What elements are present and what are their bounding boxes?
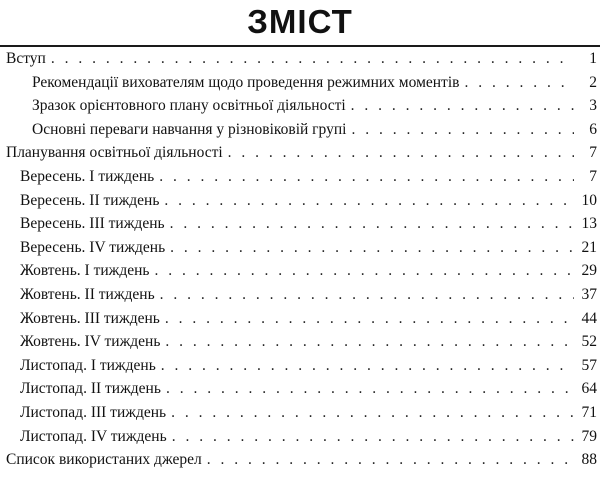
toc-entry-label: Рекомендації вихователям щодо проведення режимних моментів xyxy=(32,73,460,91)
dot-leader xyxy=(351,94,574,118)
page-title: ЗМІСТ xyxy=(247,3,353,40)
toc-page-number: 44 xyxy=(581,309,597,327)
dot-leader xyxy=(351,118,574,142)
dot-leader xyxy=(159,165,574,189)
toc-page-number: 6 xyxy=(589,120,597,138)
toc-page-number: 71 xyxy=(581,403,597,421)
toc-page-number: 10 xyxy=(581,191,597,209)
dot-leader xyxy=(155,259,575,283)
toc-page-number: 2 xyxy=(589,73,597,91)
dot-leader xyxy=(464,71,574,95)
toc-entry-recommendations xyxy=(0,71,600,95)
toc-entry-label: Планування освітньої діяльності xyxy=(6,144,223,162)
toc-entry-label: Жовтень. III тиждень xyxy=(20,309,160,327)
dot-leader xyxy=(171,401,574,425)
dot-leader xyxy=(165,307,574,331)
dot-leader xyxy=(166,377,574,401)
dot-leader xyxy=(161,354,574,378)
toc-entry-planning xyxy=(0,141,600,165)
dot-leader xyxy=(172,425,574,449)
toc-entry-label: Жовтень. I тиждень xyxy=(20,262,150,280)
toc-entry-label: Вересень. II тиждень xyxy=(20,191,160,209)
dot-leader xyxy=(160,283,574,307)
dot-leader xyxy=(164,189,574,213)
toc-entry-advantages xyxy=(0,118,600,142)
dot-leader xyxy=(51,47,574,71)
toc-entry-november-week-1 xyxy=(0,354,600,378)
dot-leader xyxy=(228,141,574,165)
toc-entry-october-week-3 xyxy=(0,307,600,331)
toc-entry-september-week-4 xyxy=(0,236,600,260)
toc-entry-label: Вступ xyxy=(6,50,46,67)
toc-entry-label: Жовтень. IV тиждень xyxy=(20,333,161,351)
table-of-contents xyxy=(0,47,600,472)
toc-page-number: 7 xyxy=(589,167,597,185)
toc-entry-label: Зразок орієнтовного плану освітньої діяльності xyxy=(32,97,346,115)
toc-entry-label: Вересень. I тиждень xyxy=(20,167,155,185)
toc-entry-september-week-1 xyxy=(0,165,600,189)
toc-entry-label: Основні переваги навчання у різновіковій групі xyxy=(32,120,347,138)
toc-entry-label: Жовтень. II тиждень xyxy=(20,285,155,303)
toc-entry-label: Листопад. II тиждень xyxy=(20,380,161,398)
toc-entry-references xyxy=(0,448,600,472)
toc-page-number: 79 xyxy=(581,427,597,445)
dot-leader xyxy=(207,448,574,472)
toc-entry-label: Список використаних джерел xyxy=(6,451,202,469)
toc-entry-plan-sample xyxy=(0,94,600,118)
toc-page-number: 1 xyxy=(589,50,597,67)
toc-entry-september-week-2 xyxy=(0,189,600,213)
dot-leader xyxy=(170,212,574,236)
toc-entry-intro xyxy=(0,47,600,71)
toc-page-number: 3 xyxy=(589,97,597,115)
dot-leader xyxy=(165,330,574,354)
toc-page-number: 21 xyxy=(581,238,597,256)
toc-entry-october-week-1 xyxy=(0,259,600,283)
toc-entry-label: Вересень. III тиждень xyxy=(20,215,165,233)
toc-page-number: 37 xyxy=(581,285,597,303)
toc-page-number: 52 xyxy=(581,333,597,351)
toc-page-number: 13 xyxy=(581,215,597,233)
toc-page-number: 57 xyxy=(581,356,597,374)
toc-entry-november-week-2 xyxy=(0,377,600,401)
toc-entry-label: Листопад. III тиждень xyxy=(20,403,167,421)
toc-entry-label: Листопад. I тиждень xyxy=(20,356,156,374)
toc-entry-label: Вересень. IV тиждень xyxy=(20,238,166,256)
toc-page-number: 64 xyxy=(581,380,597,398)
toc-entry-label: Листопад. IV тиждень xyxy=(20,427,167,445)
toc-page-number: 29 xyxy=(581,262,597,280)
toc-entry-september-week-3 xyxy=(0,212,600,236)
toc-page-number: 7 xyxy=(589,144,597,162)
toc-entry-november-week-3 xyxy=(0,401,600,425)
toc-entry-november-week-4 xyxy=(0,425,600,449)
toc-entry-october-week-4 xyxy=(0,330,600,354)
toc-entry-october-week-2 xyxy=(0,283,600,307)
toc-page-number: 88 xyxy=(581,451,597,469)
dot-leader xyxy=(170,236,574,260)
